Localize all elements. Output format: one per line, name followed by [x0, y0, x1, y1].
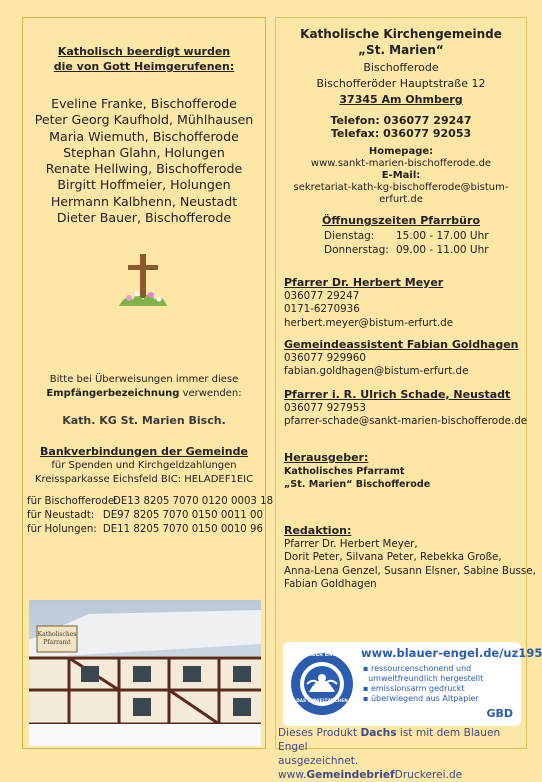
publisher-line: „St. Marien“ Bischofferode [284, 479, 431, 490]
obituary-name: Stephan Glahn, Holungen [63, 144, 225, 160]
account-row [27, 523, 263, 537]
editorial-line: Fabian Goldhagen [284, 578, 377, 590]
editorial-line: Anna-Lena Genzel, Susann Elsner, Sabine Busse, [284, 564, 536, 577]
transfer-note-line: Bitte bei Überweisungen immer diese [49, 374, 239, 385]
hours-time: 15.00 - 17.00 Uhr [396, 230, 489, 242]
badge-point: ▪ ressourcenschonend und [363, 664, 472, 673]
email-link-cont[interactable]: erfurt.de [379, 194, 423, 205]
parish-town: Bischofferode [363, 61, 439, 74]
contact-email[interactable]: herbert.meyer@bistum-erfurt.de [284, 316, 454, 329]
office-hours [324, 229, 489, 257]
seal-text-top: BLAUER ENGEL [300, 652, 344, 658]
obituary-heading [23, 44, 265, 74]
footer-text: ausgezeichnet. www. [278, 755, 359, 781]
badge-url[interactable]: www.blauer-engel.de/uz195 [361, 646, 542, 660]
editorial-block [284, 524, 536, 592]
obituary-name: Renate Hellwing, Bischofferode [45, 161, 243, 177]
badge-point-text: ressourcenschonend und [370, 664, 472, 673]
footer-text: ist mit dem Blauen Engel [278, 727, 501, 753]
photo-sign [37, 626, 77, 647]
parish-name-line: „St. Marien“ [358, 43, 444, 57]
transfer-note-rest: verwenden: [179, 388, 242, 399]
parish-street: Bischofferöder Hauptstraße 12 [316, 77, 486, 90]
contact-name: Pfarrer i. R. Ulrich Schade, Neustadt [284, 388, 511, 401]
obituary-heading-line: Katholisch beerdigt wurden [57, 45, 231, 58]
bank-name: Kreissparkasse Eichsfeld BIC: HELADEF1EIC [34, 474, 254, 485]
footer-line [278, 726, 526, 754]
contact-line: 0171-6270936 [284, 303, 360, 315]
editorial-line: Dorit Peter, Silvana Peter, Rebekka Große, [284, 551, 502, 563]
transfer-note-bold: Empfängerbezeichnung [46, 388, 180, 399]
parish-name [276, 26, 526, 58]
contact-line: 036077 927953 [284, 401, 366, 414]
parish-zip-city: 37345 Am Ohmberg [339, 93, 463, 106]
obituary-name: Birgitt Hoffmeier, Holungen [57, 177, 231, 193]
account-label: für Holungen: [27, 524, 97, 535]
parish-phone: Telefon: 036077 29247 [330, 114, 472, 127]
homepage-label: Homepage: [368, 146, 434, 157]
bank-heading: Bankverbindungen der Gemeinde [40, 445, 248, 458]
email-link[interactable]: sekretariat-kath-kg-bischofferode@bistum- [293, 182, 509, 193]
bank-accounts [27, 495, 274, 537]
hours-time: 09.00 - 11.00 Uhr [396, 244, 489, 256]
account-iban: DE11 8205 7070 0150 0010 96 [102, 524, 263, 535]
account-iban: DE97 8205 7070 0150 0011 00 [102, 510, 263, 521]
transfer-note [23, 373, 265, 401]
editorial-heading: Redaktion: [284, 524, 352, 537]
account-label: für Bischofferode: [27, 496, 118, 507]
contact-email[interactable]: pfarrer-schade@sankt-marien-bischofferode.de [284, 415, 528, 427]
account-label: für Neustadt: [27, 510, 95, 521]
footer-text: Dieses Produkt [278, 727, 361, 739]
footer-text[interactable]: Druckerei.de [394, 769, 463, 781]
badge-seal-text [289, 642, 355, 703]
badge-point: ▪ emissionsarm gedruckt [363, 684, 465, 693]
photo-sign-line: Pfarramt [43, 639, 71, 646]
publisher-heading: Herausgeber: [284, 451, 369, 464]
contact-email[interactable]: fabian.goldhagen@bistum-erfurt.de [284, 365, 469, 377]
contact-block [284, 388, 528, 429]
seal-text-bottom: DAS UMWELTZEICHEN [296, 698, 348, 703]
editorial-line: Pfarrer Dr. Herbert Meyer, [284, 537, 418, 550]
footer-line [278, 754, 526, 782]
hours-heading: Öffnungszeiten Pfarrbüro [322, 214, 480, 227]
badge-points [363, 664, 483, 704]
publisher-line: Katholisches Pfarramt [284, 465, 405, 477]
contact-block [284, 276, 522, 330]
obituary-name: Peter Georg Kaufhold, Mühlhausen [34, 112, 254, 128]
parish-name-line: Katholische Kirchengemeinde [300, 27, 502, 41]
badge-code: GBD [486, 707, 513, 720]
badge-point-text: überwiegend aus Altpapier [370, 694, 479, 703]
right-column [275, 17, 542, 781]
obituary-name: Eveline Franke, Bischofferode [51, 96, 237, 111]
parish-house-photo [29, 600, 261, 746]
contact-block [284, 338, 522, 379]
obituary-name: Hermann Kalbhenn, Neustadt [50, 193, 238, 209]
badge-point-text: emissionsarm gedruckt [370, 684, 465, 693]
photo-sign-line: Katholisches [37, 631, 77, 638]
homepage-link[interactable]: www.sankt-marien-bischofferode.de [310, 158, 492, 169]
hours-row [324, 243, 489, 257]
contact-line: 036077 929960 [284, 351, 366, 364]
hours-row [324, 229, 489, 243]
obituary-name: Dieter Bauer, Bischofferode [56, 210, 232, 226]
account-row [27, 495, 274, 509]
email-label: E-Mail: [381, 170, 421, 181]
badge-point [363, 674, 483, 684]
badge-point: ▪ überwiegend aus Altpapier [363, 694, 479, 703]
footer-product: Dachs [360, 727, 397, 739]
bank-sub: für Spenden und Kirchgeldzahlungen [51, 460, 237, 471]
recipient-name: Kath. KG St. Marien Bisch. [62, 414, 226, 427]
obituary-heading-line: die von Gott Heimgerufenen: [53, 60, 235, 73]
obituary-names [23, 96, 265, 226]
account-row [27, 509, 263, 523]
footer-brand[interactable]: Gemeindebrief [306, 769, 395, 781]
transfer-note-line [23, 387, 265, 401]
hours-day: Dienstag: [324, 230, 375, 242]
blue-angel-badge [283, 642, 542, 726]
obituary-name: Maria Wiemuth, Bischofferode [49, 128, 239, 144]
parish-fax: Telefax: 036077 92053 [330, 127, 472, 140]
left-column [22, 17, 274, 749]
badge-point-text: umweltfreundlich hergestellt [368, 674, 484, 683]
cross-with-flowers-icon [117, 252, 169, 308]
hours-day: Donnerstag: [324, 244, 389, 256]
contact-line: 036077 29247 [284, 289, 360, 302]
footer-note [278, 726, 526, 782]
parish-web [276, 146, 526, 206]
contact-name: Pfarrer Dr. Herbert Meyer [284, 276, 444, 289]
publisher-block [284, 451, 522, 492]
contact-name: Gemeindeassistent Fabian Goldhagen [284, 338, 519, 351]
account-iban: DE13 8205 7070 0120 0003 18 [113, 496, 274, 507]
